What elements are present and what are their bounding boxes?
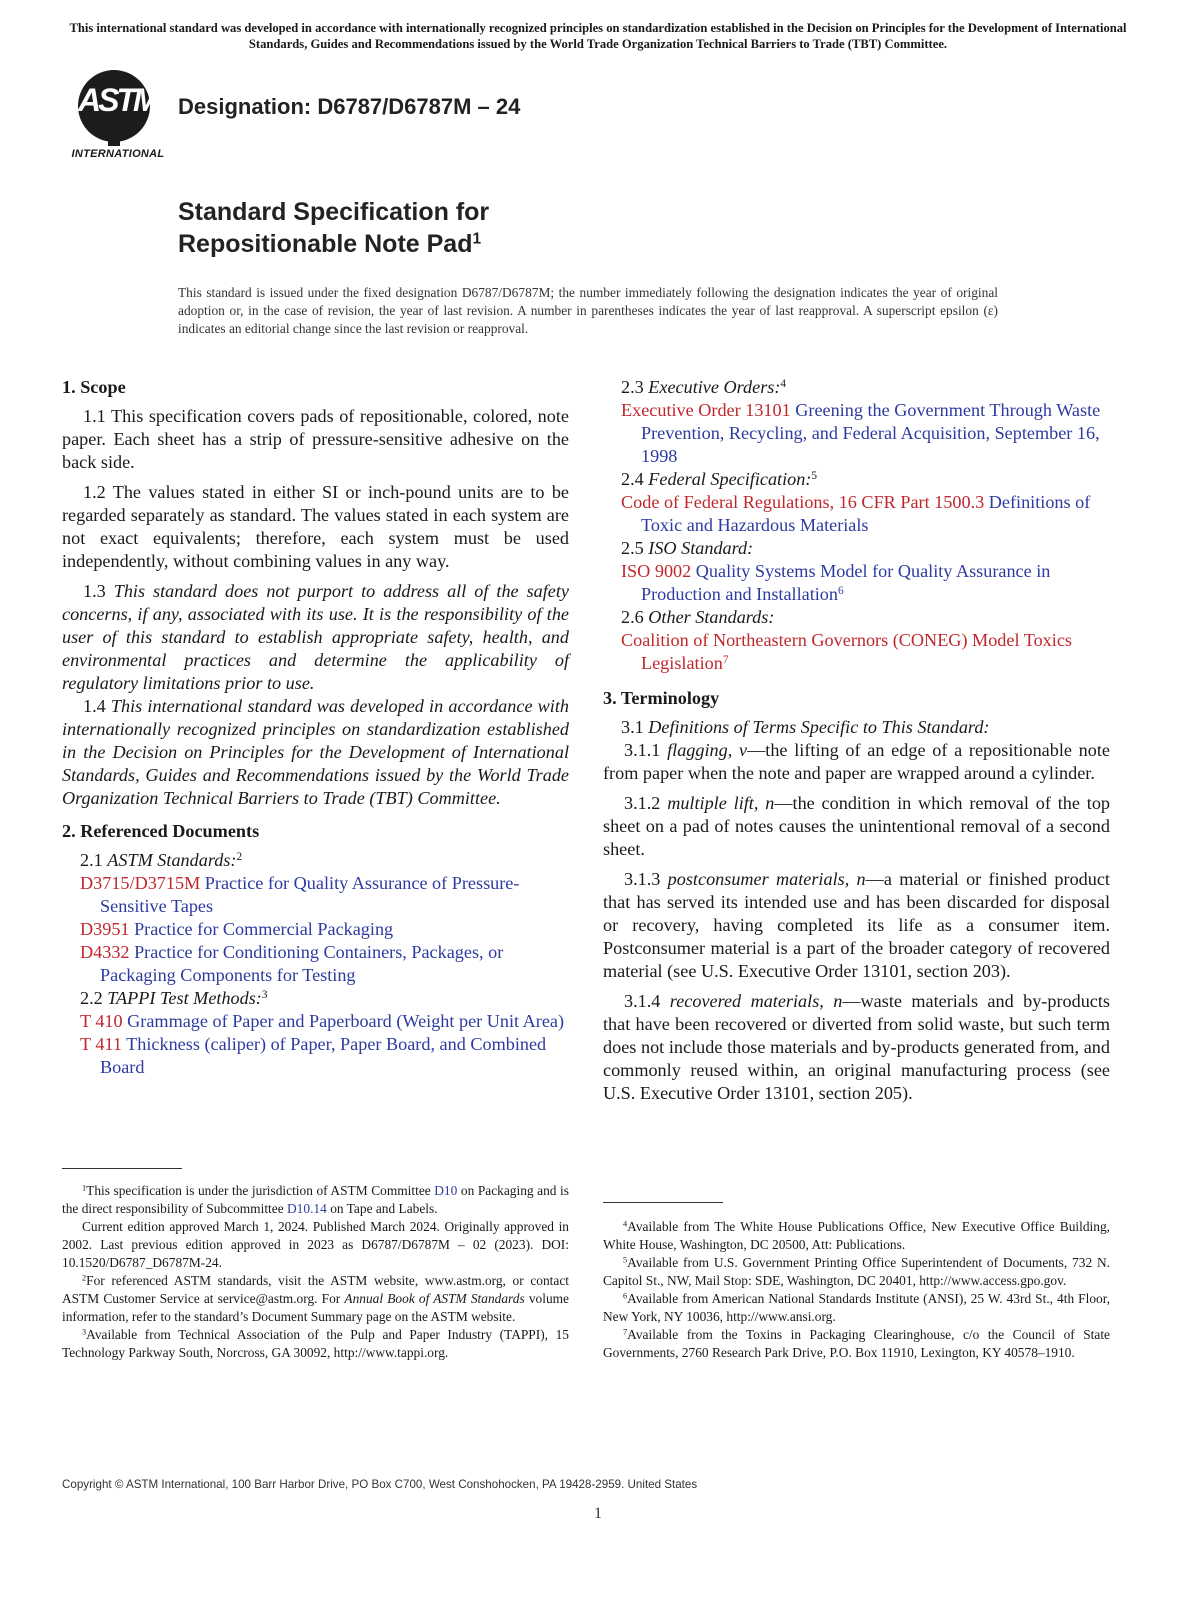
definition-number: 3.1.3: [624, 869, 661, 889]
paragraph-number: 1.3: [83, 581, 106, 601]
footnote-divider: [603, 1202, 723, 1203]
paragraph-1-2: 1.2 The values stated in either SI or inch-pound units are to be regarded separately as standard. The values stated in each system are not exact equivalents; therefore, each system must be used independently, without combining values in any way.: [62, 482, 569, 571]
reference-iso-9002[interactable]: [603, 560, 1110, 606]
footnotes-right: [603, 1218, 1110, 1362]
footnote-text: Available from The White House Publications Office, New Executive Office Building, White House, Washington, DC 20500, Att: Publications.: [603, 1219, 1110, 1252]
reference-code[interactable]: Coalition of Northeastern Governors (CONEG) Model Toxics Legislation: [621, 630, 1072, 673]
footnote-marker: 1: [82, 1183, 87, 1193]
reference-coneg[interactable]: [603, 629, 1110, 675]
footnote-text: Available from American National Standards Institute (ANSI), 25 W. 43rd St., 4th Floor, New York, NY 10036, http://www.ansi.org.: [603, 1291, 1110, 1324]
footnote-marker: 2: [82, 1273, 87, 1283]
reference-title[interactable]: Practice for Conditioning Containers, Packages, or Packaging Components for Testing: [100, 942, 504, 985]
definition-term: recovered materials, n: [669, 991, 843, 1011]
footnote-6: [603, 1290, 1110, 1326]
subsection-title: Other Standards:: [648, 607, 775, 627]
definition-recovered-materials: [603, 990, 1110, 1105]
section-heading-terminology: 3. Terminology: [603, 688, 720, 708]
footnote-text: volume information, refer to the standard’s Document Summary page on the ASTM website.: [62, 1291, 569, 1324]
subsection-2-5: [603, 537, 1110, 560]
logo-international-text: INTERNATIONAL: [71, 148, 165, 160]
reference-code[interactable]: Code of Federal Regulations, 16 CFR Part 1500.3: [621, 492, 985, 512]
footnote-ref[interactable]: 6: [838, 584, 844, 597]
definition-number: 3.1.4: [624, 991, 661, 1011]
reference-d3715[interactable]: [62, 872, 569, 918]
left-column: [62, 376, 569, 1079]
footnote-7: [603, 1326, 1110, 1362]
footnote-marker: 3: [82, 1327, 87, 1337]
reference-t410[interactable]: [62, 1010, 569, 1033]
title-footnote-ref[interactable]: 1: [472, 230, 482, 248]
reference-title[interactable]: Greening the Government Through Waste Prevention, Recycling, and Federal Acquisition, September 16, 1998: [641, 400, 1101, 466]
footnote-1: [62, 1182, 569, 1218]
subsection-number: 2.3: [621, 377, 644, 397]
footnote-text: Available from U.S. Government Printing Office Superintendent of Documents, 732 N. Capitol St., NW, Mail Stop: SDE, Washington, DC 20401, http://www.access.gpo.gov.: [603, 1255, 1110, 1288]
footnote-3: [62, 1326, 569, 1362]
footnote-ref[interactable]: 3: [261, 988, 268, 1001]
committee-link[interactable]: D10: [434, 1183, 458, 1198]
definition-number: 3.1.2: [624, 793, 661, 813]
footnote-5: [603, 1254, 1110, 1290]
definition-term: multiple lift, n: [667, 793, 775, 813]
title-line-1: Standard Specification for: [178, 198, 490, 226]
paragraph-1-1: 1.1 This specification covers pads of repositionable, colored, note paper. Each sheet has a strip of pressure-sensitive adhesive on the back side.: [62, 406, 569, 472]
designation: Designation: D6787/D6787M – 24: [178, 94, 521, 119]
subsection-2-1: [62, 849, 569, 872]
subsection-number: 2.1: [80, 850, 103, 870]
paragraph-1-3: [62, 580, 569, 695]
reference-code[interactable]: D3715/D3715M: [80, 873, 201, 893]
subsection-2-6: [603, 606, 1110, 629]
safety-caveat-text: This standard does not purport to address all of the safety concerns, if any, associated with its use. It is the responsibility of the user of this standard to establish appropriate safety, health, and environmental practices and determine the applicability of regulatory limitations prior to use.: [62, 581, 570, 693]
footnote-2: [62, 1272, 569, 1326]
reference-d3951[interactable]: [62, 918, 569, 941]
footnote-marker: 7: [623, 1327, 628, 1337]
reference-title[interactable]: Practice for Commercial Packaging: [134, 919, 394, 939]
footnote-1-edition: Current edition approved March 1, 2024. Published March 2024. Originally approved in 2002. Last previous edition approved in 2023 as D6787/D6787M – 02 (2023). DOI: 10.1520/D6787_D6787M-24.: [62, 1219, 569, 1270]
right-column: [603, 376, 1110, 1112]
paragraph-number: 1.4: [83, 696, 106, 716]
footnotes-left: [62, 1182, 569, 1362]
subsection-number: 2.2: [80, 988, 103, 1008]
definition-term: flagging, v: [667, 740, 748, 760]
title-line-2: Repositionable Note Pad: [178, 230, 473, 258]
page-number: 1: [594, 1505, 602, 1522]
reference-title[interactable]: Practice for Quality Assurance of Pressure-Sensitive Tapes: [100, 873, 520, 916]
international-standard-text: This international standard was developed in accordance with internationally recognized principles on standardization established in the Decision on Principles for the Development of International Standards, Guides and Recommendations issued by the World Trade Organization Technical Barriers to Trade (TBT) Committee.: [62, 696, 570, 808]
footnote-4: [603, 1218, 1110, 1254]
definition-flagging: [603, 739, 1110, 785]
definition-text: —the condition in which removal of the top sheet on a pad of notes causes the unintentional removal of a second sheet.: [603, 793, 1111, 859]
reference-executive-order[interactable]: [603, 399, 1110, 468]
definition-postconsumer-materials: [603, 868, 1110, 983]
footnote-marker: 6: [623, 1291, 628, 1301]
definition-text: —a material or finished product that has served its intended use and has been discarded for disposal or recovery, having completed its life as a consumer item. Postconsumer material is a part of the broader category of recovered material (see U.S. Executive Order 13101, section 203).: [603, 869, 1110, 981]
reference-title[interactable]: Grammage of Paper and Paperboard (Weight per Unit Area): [127, 1011, 565, 1031]
reference-code[interactable]: D4332: [80, 942, 130, 962]
section-heading-scope: 1. Scope: [62, 377, 126, 397]
definition-number: 3.1.1: [624, 740, 661, 760]
subsection-number: 3.1: [621, 717, 644, 737]
definition-text: —the lifting of an edge of a repositionable note from paper when the note and paper are wrapped around a cylinder.: [603, 740, 1110, 783]
footnote-divider: [62, 1168, 182, 1169]
footnote-italic-text: Annual Book of ASTM Standards: [344, 1291, 525, 1306]
document-title: [178, 196, 489, 260]
footnote-marker: 5: [623, 1255, 628, 1265]
wto-notice: This international standard was developed in accordance with internationally recognized principles on standardization established in the Decision on Principles for the Development of International Standards, Guides and Recommendations issued by the World Trade Organization Technical Barriers to Trade (TBT) Committee.: [69, 21, 1127, 51]
subsection-title: Definitions of Terms Specific to This Standard:: [648, 717, 990, 737]
subsection-number: 2.4: [621, 469, 644, 489]
definition-text: —waste materials and by-products that have been recovered or diverted from solid waste, but such term does not include those materials and by-products generated from, and commonly reused within, an original manufacturing process (see U.S. Executive Order 13101, section 205).: [603, 991, 1110, 1103]
reference-d4332[interactable]: [62, 941, 569, 987]
reference-code[interactable]: ISO 9002: [621, 561, 692, 581]
subsection-2-4: [603, 468, 1110, 491]
footnote-marker: 4: [623, 1219, 628, 1229]
footnote-text: on Packaging and is the direct responsibility of Subcommittee: [62, 1183, 569, 1216]
reference-code[interactable]: Executive Order 13101: [621, 400, 791, 420]
logo-letters: ASTM: [78, 82, 157, 118]
logo-stem-graphic: [108, 120, 120, 146]
footnote-text: For referenced ASTM standards, visit the ASTM website, www.astm.org, or contact ASTM Customer Service at service@astm.org. For: [62, 1273, 569, 1306]
copyright-line: Copyright © ASTM International, 100 Barr Harbor Drive, PO Box C700, West Conshohocken, PA 19428-2959. United States: [62, 1478, 698, 1491]
footnote-ref[interactable]: 4: [780, 377, 787, 390]
reference-cfr[interactable]: [603, 491, 1110, 537]
reference-code[interactable]: D3951: [80, 919, 130, 939]
reference-title[interactable]: Quality Systems Model for Quality Assurance in Production and Installation: [641, 561, 1051, 604]
subsection-title: ASTM Standards:: [107, 850, 237, 870]
footnote-text: Available from the Toxins in Packaging Clearinghouse, c/o the Council of State Governments, 2760 Research Park Drive, P.O. Box 11910, Lexington, KY 40578–1910.: [603, 1327, 1110, 1360]
reference-title[interactable]: Definitions of Toxic and Hazardous Materials: [641, 492, 1091, 535]
subsection-number: 2.6: [621, 607, 644, 627]
footnote-text: on Tape and Labels.: [330, 1201, 438, 1216]
subsection-2-3: [603, 376, 1110, 399]
subcommittee-link[interactable]: D10.14: [287, 1201, 327, 1216]
footnote-text: This specification is under the jurisdiction of ASTM Committee: [86, 1183, 431, 1198]
subsection-title: Federal Specification:: [648, 469, 812, 489]
subsection-number: 2.5: [621, 538, 644, 558]
subsection-3-1: [603, 716, 1110, 739]
astm-logo: [64, 70, 168, 166]
subsection-title: TAPPI Test Methods:: [107, 988, 262, 1008]
standard-issuance-note: This standard is issued under the fixed designation D6787/D6787M; the number immediately following the designation indicates the year of original adoption or, in the case of revision, the year of last revision. A number in parentheses indicates the year of last reapproval. A superscript epsilon (ε) indicates an editorial change since the last revision or reapproval.: [178, 285, 998, 336]
paragraph-1-4: [62, 695, 569, 810]
footnote-text: Available from Technical Association of the Pulp and Paper Industry (TAPPI), 15 Technology Parkway South, Norcross, GA 30092, http://www.tappi.org.: [62, 1327, 569, 1360]
subsection-title: ISO Standard:: [648, 538, 754, 558]
definition-multiple-lift: [603, 792, 1110, 861]
footnote-ref[interactable]: 7: [722, 653, 729, 666]
subsection-2-2: [62, 987, 569, 1010]
reference-title[interactable]: Thickness (caliper) of Paper, Paper Board, and Combined Board: [100, 1034, 547, 1077]
reference-code[interactable]: T 410: [80, 1011, 123, 1031]
reference-t411[interactable]: [62, 1033, 569, 1079]
reference-code[interactable]: T 411: [80, 1034, 122, 1054]
subsection-title: Executive Orders:: [648, 377, 781, 397]
footnote-ref[interactable]: 5: [811, 469, 818, 482]
definition-term: postconsumer materials, n: [667, 869, 866, 889]
footnote-ref[interactable]: 2: [236, 850, 243, 863]
section-heading-referenced-documents: 2. Referenced Documents: [62, 821, 260, 841]
